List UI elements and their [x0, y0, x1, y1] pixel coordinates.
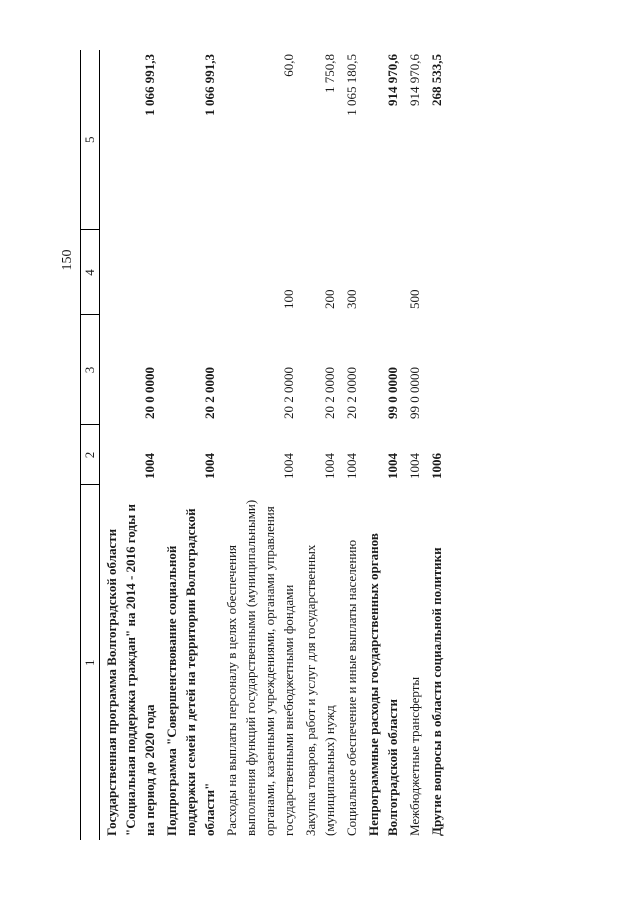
row-name: Межбюджетные трансферты	[407, 676, 422, 836]
row-section: 1004	[142, 453, 157, 479]
row-name: Расходы на выплаты персоналу в целях обеспечения выполнения функций государственными (муниципальными) органами, казенными учреждениями, органами управления государственными внебюджетными фондами	[224, 499, 296, 836]
row-amount: 1 750,8	[322, 54, 337, 93]
table-row	[160, 50, 220, 840]
table-row	[340, 50, 362, 840]
row-target: 20 2 0000	[281, 367, 296, 419]
row-type	[425, 230, 447, 315]
row-section: 1004	[281, 453, 296, 479]
row-section: 1004	[407, 453, 422, 479]
row-amount: 60,0	[281, 54, 296, 77]
table-row	[425, 50, 447, 840]
row-section: 1006	[429, 453, 444, 479]
row-section: 1004	[202, 453, 217, 479]
row-name: Социальное обеспечение и иные выплаты населению	[344, 539, 359, 836]
row-name: Закупка товаров, работ и услуг для государственных (муниципальных) нужд	[303, 544, 337, 836]
table-row	[362, 50, 403, 840]
row-amount: 1 066 991,3	[202, 54, 217, 116]
column-header: 1	[81, 485, 100, 840]
row-target: 99 0 0000	[385, 367, 400, 419]
row-type: 100	[281, 289, 296, 309]
header-row	[81, 50, 100, 840]
column-header: 5	[81, 50, 100, 230]
row-amount: 1 066 991,3	[142, 54, 157, 116]
column-header: 3	[81, 315, 100, 425]
row-amount: 914 970,6	[385, 54, 400, 106]
row-target: 99 0 0000	[407, 367, 422, 419]
row-target: 20 0 0000	[142, 367, 157, 419]
row-amount: 1 065 180,5	[344, 54, 359, 116]
row-amount: 268 533,5	[429, 54, 444, 106]
row-target	[425, 315, 447, 425]
row-target: 20 2 0000	[202, 367, 217, 419]
row-amount: 914 970,6	[407, 54, 422, 106]
row-name: Непрограммные расходы государственных органов Волгоградской области	[366, 533, 400, 836]
row-type: 500	[407, 289, 422, 309]
row-section: 1004	[344, 453, 359, 479]
document-sheet	[60, 50, 530, 840]
page-number: 150	[60, 249, 75, 271]
row-type	[100, 230, 161, 315]
row-section: 1004	[385, 453, 400, 479]
table-row	[100, 50, 161, 840]
row-type: 300	[344, 289, 359, 309]
row-name: Подпрограмма "Совершенствование социальной поддержки семей и детей на территории Волгоградской области"	[164, 508, 217, 836]
row-type	[160, 230, 220, 315]
column-header: 2	[81, 425, 100, 485]
row-type	[362, 230, 403, 315]
row-type: 200	[322, 289, 337, 309]
row-section: 1004	[322, 453, 337, 479]
budget-table	[80, 50, 447, 840]
row-target: 20 2 0000	[344, 367, 359, 419]
row-name: Государственная программа Волгоградской области "Социальная поддержка граждан" на 2014 - 2016 годы и на период до 2020 года	[104, 504, 157, 836]
table-row	[403, 50, 425, 840]
row-target: 20 2 0000	[322, 367, 337, 419]
row-name: Другие вопросы в области социальной политики	[429, 547, 444, 836]
column-header: 4	[81, 230, 100, 315]
table-row	[299, 50, 340, 840]
table-row	[220, 50, 299, 840]
